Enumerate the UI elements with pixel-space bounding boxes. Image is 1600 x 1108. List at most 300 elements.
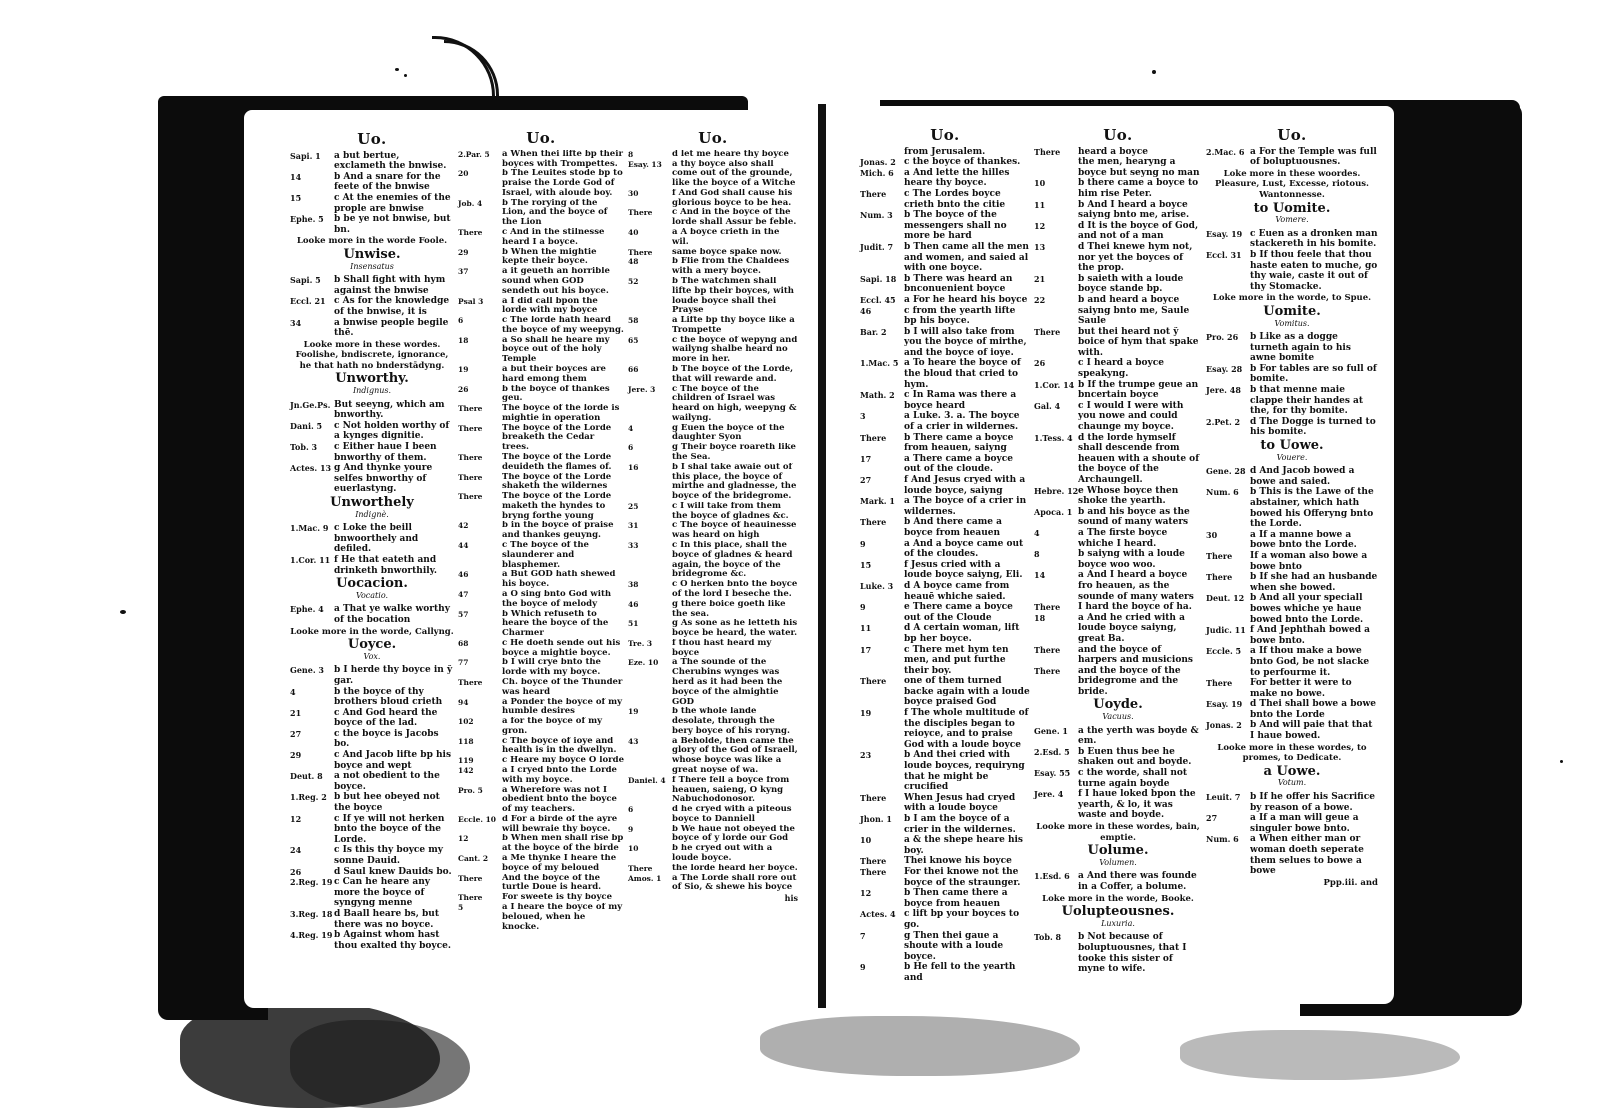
concordance-entry (628, 463, 798, 502)
concordance-entry (458, 903, 624, 932)
entry-reference: 3.Reg. 18 (290, 908, 333, 919)
latin-gloss: Luxuria. (1101, 918, 1135, 928)
entry-text: c from the yearth lifte bp his boyce. (904, 305, 1016, 327)
concordance-entry (290, 604, 454, 625)
column-header: Uo. (1277, 126, 1307, 144)
headword: a Uowe. (1263, 763, 1321, 779)
concordance-entry (458, 639, 624, 659)
entry-text: b the whole lande desolate, through the bery boyce of his roryng. (672, 707, 790, 736)
entry-reference: 9 (860, 538, 866, 549)
entry-text: a That ye walke worthy of the bocation (334, 604, 450, 625)
cross-reference-note: Loke more in these woordes. Pleasure, Lust, Excesse, riotous. Wantonnesse. (1214, 168, 1370, 200)
concordance-entry (860, 814, 1030, 835)
entry-reference: 5 (458, 902, 464, 912)
concordance-entry (1034, 147, 1202, 158)
entry-text: d It is the boyce of God, and not of a man (1078, 220, 1199, 242)
entry-text: d let me heare thy boyce (672, 149, 789, 159)
entry-reference: 15 (860, 559, 872, 570)
concordance-entry (1034, 295, 1202, 327)
entry-text: c In Rama was there a boyce heard (904, 390, 1017, 411)
concordance-entry (1034, 789, 1202, 821)
concordance-entry (628, 776, 798, 805)
entry-reference: Jere. 4 (1034, 789, 1064, 800)
entry-reference: Pro. 5 (458, 785, 483, 795)
entry-text: b The rorying of the Lion, and the boyce of the Lion (502, 198, 608, 228)
entry-reference: There (628, 247, 653, 257)
entry-text: c the boyce is Jacobs bo. (334, 728, 439, 750)
entry-reference: There (628, 863, 653, 873)
concordance-entry (1206, 385, 1378, 417)
entry-text: a The firste boyce whiche I heard. (1078, 527, 1168, 549)
concordance-entry (1206, 625, 1378, 646)
entry-reference: 12 (860, 888, 872, 899)
entry-text: the lorde heard her boyce. (672, 863, 798, 873)
concordance-entry (458, 336, 624, 365)
concordance-entry (860, 909, 1030, 930)
entry-text: b The watchmen shall lifte bp their boyces, with loude boyce shall thei Prayse (672, 276, 794, 316)
concordance-entry (458, 737, 624, 757)
entry-reference: 94 (458, 697, 469, 707)
entry-reference: 40 (628, 228, 639, 238)
entry-text: b the boyce of thankes geu. (502, 384, 610, 404)
entry-text: a for the boyce of my gron. (502, 717, 603, 736)
entry-reference: 1.Cor. 11 (290, 554, 331, 565)
entry-reference: 20 (458, 169, 469, 179)
concordance-entry (458, 766, 624, 786)
concordance-entry (628, 336, 798, 365)
entry-text: The boyce of the lorde is mightie in operation (502, 404, 620, 423)
concordance-entry (458, 424, 624, 453)
entry-reference: 11 (1034, 199, 1046, 210)
entry-text: a I heare the boyce of my beloued, when he knocke. (502, 902, 623, 932)
concordance-entry (458, 717, 624, 737)
entry-text: c the boyce of wepyng and wailyng shalbe heard no more in her. (672, 335, 798, 365)
concordance-entry (1034, 726, 1202, 747)
entry-reference: 46 (860, 305, 872, 316)
entry-text: b be ye not bnwise, but bn. (334, 214, 451, 235)
concordance-entry (1034, 570, 1202, 602)
entry-text: a Beholde, then came the glory of the God of Israell, whose boyce was like a great noyse of wa. (672, 736, 798, 775)
entry-text: a The boyce of a crier in wildernes. (904, 496, 1027, 517)
concordance-entry (458, 404, 624, 424)
concordance-entry (1034, 871, 1202, 892)
entry-reference: 34 (290, 317, 302, 328)
concordance-entry (860, 147, 1030, 158)
entry-reference: 19 (860, 708, 872, 719)
entry-text: d And Jacob bowed a bowe and saied. (1250, 466, 1355, 487)
entry-reference: 77 (458, 658, 469, 668)
entry-reference: 6 (628, 805, 634, 815)
concordance-entry (628, 277, 798, 316)
entry-reference: There (860, 517, 887, 528)
entry-text: c I will take from them the boyce of gladnes &c. (672, 501, 789, 521)
concordance-entry (458, 893, 624, 903)
concordance-entry (860, 602, 1030, 623)
latin-gloss: Volumen. (1099, 857, 1137, 867)
entry-reference: Apoca. 1 (1034, 506, 1073, 517)
entry-reference: 48 (628, 257, 639, 267)
entry-reference: Psal 3 (458, 296, 484, 306)
concordance-entry (860, 888, 1030, 909)
entry-reference: There (1034, 644, 1061, 655)
concordance-entry (860, 475, 1030, 496)
concordance-entry (628, 365, 798, 385)
entry-reference: 12 (1034, 220, 1046, 231)
concordance-entry (458, 365, 624, 385)
concordance-entry (860, 581, 1030, 602)
entry-reference: 12 (290, 813, 302, 824)
entry-reference: Eze. 10 (628, 658, 659, 668)
concordance-entry (290, 275, 454, 296)
entry-reference: 6 (628, 443, 634, 453)
entry-text: a The sounde of the Cherubins wynges was herd as it had been the boyce of the almightie GOD (672, 658, 783, 707)
cross-reference-note: Looke more in the worde Foole. (296, 236, 448, 247)
entry-text: a To heare the boyce of the bloud that cried to hym. (904, 358, 1021, 390)
entry-text: b that menne maie clappe their handes at the, for thy bomite. (1250, 385, 1364, 417)
right-column-1 (860, 126, 1030, 984)
entry-reference: 8 (628, 149, 634, 159)
entry-text: a And he cried with a loude boyce saiyng, great Ba. (1078, 612, 1185, 644)
entry-reference: 2.Reg. 19 (290, 877, 333, 888)
entry-reference: There (860, 676, 887, 687)
entry-text: a thy boyce also shall come out of the grounde, like the boyce of a Witche (672, 159, 796, 189)
concordance-entry (1034, 242, 1202, 274)
entry-text: b Then came all the men and women, and saied al with one boyce. (904, 241, 1029, 274)
entry-reference: 1.Mac. 9 (290, 523, 329, 534)
concordance-entry (290, 792, 454, 813)
entry-text: d he cryed with a piteous boyce to Danniell (672, 805, 792, 824)
latin-gloss: Vomere. (1275, 215, 1309, 225)
entry-reference: 33 (628, 541, 639, 551)
entry-text: g And thynke youre selfes bnworthy of euerlastyng. (334, 463, 433, 495)
concordance-entry (860, 411, 1030, 432)
entry-reference: 25 (628, 501, 639, 511)
concordance-entry (1034, 157, 1202, 178)
concordance-entry (458, 590, 624, 610)
entry-reference: Sapi. 18 (860, 273, 897, 284)
left-column-2 (458, 129, 624, 932)
entry-reference: There (860, 432, 887, 443)
concordance-entry (628, 619, 798, 639)
entry-text: f And Jephthah bowed a bowe bnto. (1250, 625, 1371, 646)
concordance-entry (1206, 229, 1378, 250)
concordance-entry (1034, 178, 1202, 199)
concordance-entry (1206, 332, 1378, 364)
entry-text: f thou hast heard my boyce (672, 638, 772, 658)
concordance-entry (628, 208, 798, 228)
entry-text: The boyce of the Lorde breaketh the Cedar trees. (502, 423, 612, 453)
latin-gloss: Votum. (1277, 778, 1307, 788)
entry-reference: Num. 6 (1206, 487, 1239, 498)
cross-reference-note: Looke more in these wordes, bain, emptie. (1036, 822, 1200, 843)
headword: Uoyce. (347, 637, 397, 653)
entry-text: c And God heard the boyce of the lad. (334, 707, 438, 729)
headword: Unworthely (330, 495, 414, 510)
concordance-entry (628, 737, 798, 776)
concordance-entry (1206, 147, 1378, 168)
entry-text: c The boyce of heauinesse was heard on high (672, 521, 797, 541)
entry-reference: Jn.Ge.Ps. (290, 399, 331, 410)
entry-reference: Job. 4 (458, 198, 483, 208)
concordance-entry (1206, 699, 1378, 720)
entry-reference: 11 (860, 623, 872, 634)
entry-reference: There (458, 677, 483, 687)
concordance-entry (1034, 768, 1202, 789)
entry-reference: 2.Pet. 2 (1206, 416, 1241, 427)
entry-text: a And there was founde in a Coffer, a bolume. (1078, 871, 1197, 892)
entry-reference: Esay. 55 (1034, 768, 1071, 779)
entry-reference: Amos. 1 (628, 873, 662, 883)
concordance-entry (860, 539, 1030, 560)
concordance-entry (860, 327, 1030, 359)
concordance-entry (628, 248, 798, 258)
concordance-entry (860, 168, 1030, 189)
entry-reference: 27 (860, 475, 872, 485)
entry-reference: Bar. 2 (860, 326, 887, 337)
entry-text: c Either haue I been bnworthy of them. (334, 442, 437, 463)
concordance-entry (458, 297, 624, 317)
entry-text: c The boyce of the children of Israel was heard on high, weepyng & wailyng. (672, 384, 797, 423)
concordance-entry (458, 815, 624, 835)
entry-text: c I heard a boyce speakyng. (1078, 358, 1164, 380)
entry-text: a but bertue, exclameth the bnwise. (334, 150, 447, 172)
entry-reference: Esay. 28 (1206, 363, 1243, 374)
concordance-entry (1034, 274, 1202, 295)
entry-reference: Luke. 3 (860, 580, 894, 591)
concordance-entry (1034, 486, 1202, 507)
entry-reference: Math. 2 (860, 390, 895, 401)
entry-text: b saieth with a loude boyce stande bp. (1078, 273, 1184, 295)
concordance-entry (290, 867, 454, 878)
entry-text: b there came a boyce to him rise Peter. (1078, 178, 1199, 199)
entry-text: b Then came there a boyce from heauen (904, 888, 1008, 909)
concordance-entry (628, 825, 798, 845)
concordance-entry (458, 385, 624, 405)
concordance-entry (860, 931, 1030, 963)
entry-reference: There (860, 856, 887, 867)
entry-text: Ch. boyce of the Thunder was heard (502, 677, 623, 697)
concordance-entry (1034, 666, 1202, 698)
concordance-entry (1206, 530, 1378, 551)
concordance-entry (1206, 551, 1378, 572)
entry-reference: 16 (628, 462, 639, 472)
concordance-entry (1206, 792, 1378, 813)
entry-text: c And in the boyce of the lorde shall Assur be feble. (672, 208, 797, 228)
concordance-entry (290, 814, 454, 846)
latin-gloss: Vocatio. (355, 590, 389, 600)
entry-text: b and heard a boyce saiyng bnto me, Saule Saule (1078, 294, 1190, 327)
entry-text: b There was heard an bnconuenient boyce (904, 273, 1013, 295)
entry-text: c I would I were with you nowe and could chaunge my boyce. (1078, 400, 1184, 433)
concordance-entry (290, 708, 454, 729)
entry-reference: Daniel. 4 (628, 775, 666, 785)
entry-reference: 44 (458, 541, 469, 551)
concordance-entry (290, 442, 454, 463)
cross-reference-note: Loke more in the worde, to Spue. (1212, 293, 1372, 304)
entry-text: For sweete is thy boyce (502, 893, 613, 903)
concordance-entry (860, 189, 1030, 210)
entry-reference: There (1034, 146, 1061, 157)
entry-reference: Jonas. 2 (860, 157, 896, 168)
headword: Unwise. (343, 246, 401, 262)
entry-reference: 17 (860, 453, 872, 464)
entry-text: c The boyce of the slaunderer and blasphemer. (502, 541, 589, 570)
entry-text: b Shall fight with hym against the bnwise (334, 275, 446, 296)
entry-text: c Euen as a dronken man stackereth in his bomite. (1250, 228, 1378, 250)
concordance-entry (458, 248, 624, 268)
concordance-entry (458, 228, 624, 248)
entry-text: b saiyng with a loude boyce woo woo. (1078, 549, 1185, 570)
entry-reference: There (860, 866, 887, 877)
entry-text: The boyce of the Lorde deuideth the flames of. (502, 453, 612, 472)
concordance-entry (458, 473, 624, 493)
right-column-3 (1206, 126, 1378, 891)
left-column-3 (628, 129, 798, 907)
headword: Uolupteousnes. (1061, 904, 1175, 920)
concordance-entry (1034, 401, 1202, 433)
entry-reference: 4 (1034, 527, 1040, 538)
column-header: Uo. (357, 130, 387, 148)
entry-reference: Eccl. 31 (1206, 249, 1242, 260)
entry-text: c The Lordes boyce crieth bnto the citie (904, 188, 1006, 210)
entry-text: g Then thei gaue a shoute with a loude boyce. (904, 930, 1004, 962)
entry-reference: 37 (458, 267, 469, 277)
concordance-entry (290, 845, 454, 866)
entry-text: d The Dogge is turned to his bomite. (1250, 416, 1376, 438)
entry-text: a I did call bpon the lorde with my boyce (502, 296, 598, 316)
entry-reference: 52 (628, 276, 639, 286)
entry-text: c The lorde hath heard the boyce of my weepyng. (502, 316, 624, 335)
column-header: Uo. (698, 129, 728, 147)
entry-reference: 1.Tess. 4 (1034, 432, 1073, 443)
entry-reference: Deut. 12 (1206, 593, 1245, 604)
concordance-entry (1206, 720, 1378, 741)
concordance-entry (628, 864, 798, 874)
concordance-entry (1034, 358, 1202, 379)
entry-reference: There (458, 423, 483, 433)
concordance-entry (458, 453, 624, 473)
entry-reference: Tob. 3 (290, 442, 318, 453)
entry-reference: Num. 3 (860, 210, 893, 221)
entry-text: d A boyce came from heauē whiche saied. (904, 580, 1010, 602)
concordance-entry (1206, 250, 1378, 292)
entry-text: f There fell a boyce from heauen, saieng, O kyng Nabuchodonosor. (672, 775, 790, 805)
entry-reference: 68 (458, 638, 469, 648)
concordance-entry (458, 678, 624, 698)
entry-reference: 22 (1034, 294, 1046, 305)
entry-text: But seeyng, which am bnworthy. (334, 399, 445, 421)
entry-text: b If the trumpe geue an bncertain boyce (1078, 379, 1199, 401)
entry-reference: There (458, 228, 483, 238)
concordance-entry (458, 267, 624, 296)
entry-text: d Thei shall bowe a bowe bnto the Lorde (1250, 699, 1376, 720)
concordance-entry (458, 169, 624, 198)
concordance-entry (860, 708, 1030, 750)
entry-text: c At the enemies of the prople are bnwise (334, 192, 451, 214)
entry-reference (1034, 157, 1078, 178)
concordance-entry (458, 199, 624, 228)
entry-reference: There (860, 792, 887, 803)
entry-reference: 4 (628, 423, 634, 433)
entry-reference: 31 (628, 521, 639, 531)
entry-text: b The boyce of the Lorde, that will rewarde and. (672, 364, 794, 384)
entry-reference: There (458, 893, 483, 903)
concordance-entry (1034, 433, 1202, 486)
entry-text: a Lifte bp thy boyce like a Trompette (672, 316, 795, 335)
concordance-entry (290, 555, 454, 576)
entry-text: c He doeth sende out his boyce a mightie boyce. (502, 638, 621, 658)
entry-reference: Actes. 4 (860, 909, 896, 920)
entry-reference: Eccle. 10 (458, 814, 496, 824)
entry-text: c And Jacob lifte bp his boyce and wept (334, 750, 452, 771)
entry-text: c lift bp your boyces to go. (904, 909, 1020, 930)
entry-text: a I cryed bnto the Lorde with my boyce. (502, 766, 617, 785)
concordance-entry (290, 193, 454, 214)
concordance-entry (1206, 572, 1378, 593)
entry-reference: 9 (860, 602, 866, 613)
entry-text: c The boyce of ioye and health is in the dwellyn. (502, 736, 617, 756)
entry-reference: There (1206, 678, 1233, 689)
entry-text: b he cryed out with a loude boyce. (672, 844, 773, 864)
entry-reference: There (1206, 572, 1233, 583)
entry-text: a There came a boyce out of the cloude. (904, 453, 1013, 475)
entry-text: a If a manne bowe a bowe bnto the Lorde. (1250, 529, 1357, 551)
entry-text: b Against whom hast thou exalted thy boyce. (334, 930, 451, 951)
headword: Uocacion. (336, 576, 408, 592)
entry-reference: Eccl. 45 (860, 294, 896, 305)
headword: Unworthy. (335, 371, 409, 387)
concordance-entry (290, 687, 454, 708)
latin-gloss: Insensatus (350, 261, 394, 271)
entry-reference: 29 (458, 247, 469, 257)
entry-reference: Gene. 1 (1034, 725, 1068, 736)
entry-reference: 1.Esd. 6 (1034, 871, 1070, 882)
entry-reference: 58 (628, 316, 639, 326)
concordance-entry (458, 756, 624, 766)
entry-reference: 10 (1034, 178, 1046, 189)
concordance-entry (290, 421, 454, 442)
concordance-entry (628, 150, 798, 160)
concordance-entry (860, 867, 1030, 888)
entry-text: f The whole multitude of the disciples began to reioyce, and to praise God with a loude boyce (904, 708, 1029, 750)
entry-text: b I herde thy boyce in ỹ gar. (334, 665, 453, 686)
entry-text: c O herken bnto the boyce of the lord I beseche the. (672, 580, 798, 599)
entry-reference: 142 (458, 766, 474, 775)
entry-reference: 8 (1034, 549, 1040, 560)
entry-reference: 43 (628, 736, 639, 746)
entry-reference: Gene. 28 (1206, 466, 1246, 477)
entry-reference: 10 (860, 835, 872, 846)
entry-text: g Their boyce roareth like the Sea. (672, 443, 796, 462)
entry-reference: 29 (290, 750, 302, 761)
concordance-entry (860, 623, 1030, 644)
concordance-entry (290, 909, 454, 930)
concordance-entry (458, 854, 624, 874)
entry-text: c the boyce of thankes. (904, 157, 1021, 168)
entry-reference: 19 (458, 364, 469, 374)
entry-reference: Cant. 2 (458, 854, 489, 864)
entry-text: a For he heard his boyce (904, 294, 1028, 305)
entry-reference: Judic. 11 (1206, 625, 1246, 636)
entry-reference: 13 (1034, 241, 1046, 252)
entry-reference: 9 (860, 962, 866, 973)
entry-reference: Hebre. 12 (1034, 485, 1079, 496)
entry-reference: 4 (290, 686, 296, 697)
entry-reference: 118 (458, 736, 474, 746)
entry-text: b And all your speciall bowes whiche ye haue bowed bnto the Lorde. (1250, 593, 1364, 625)
entry-reference: Judit. 7 (860, 241, 894, 252)
entry-reference: 9 (628, 824, 634, 834)
